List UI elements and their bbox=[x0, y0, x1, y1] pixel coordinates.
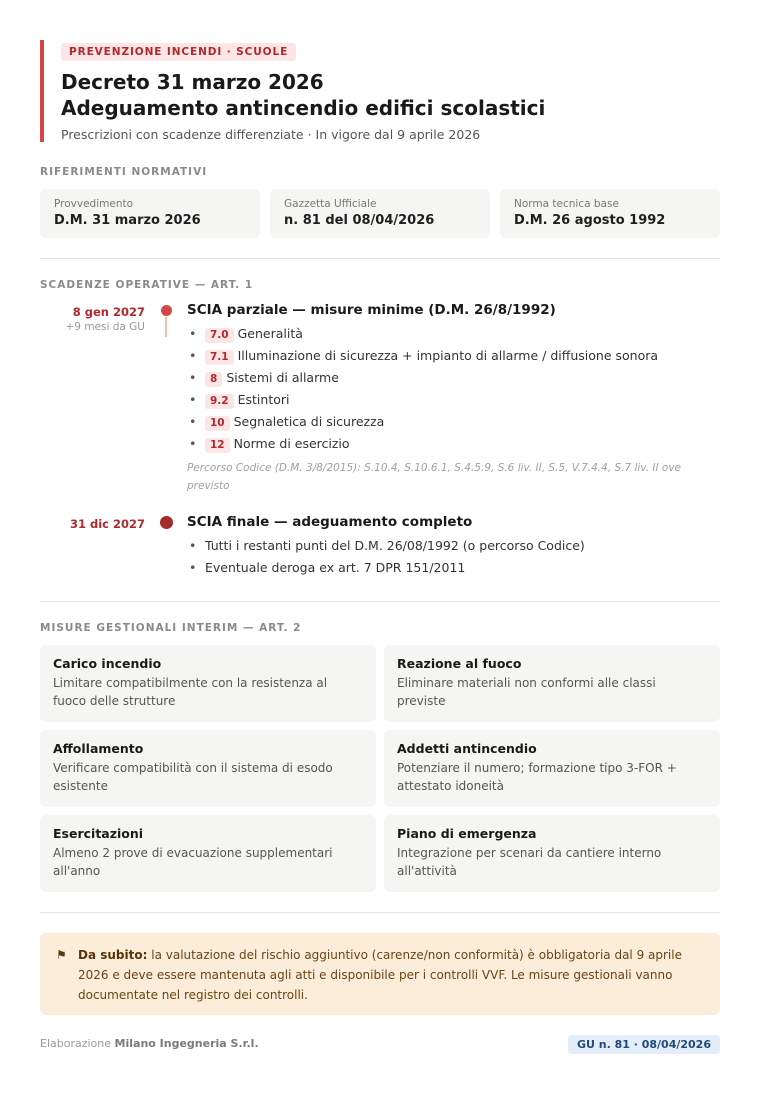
measure-card-esercitazioni bbox=[40, 815, 376, 892]
list-item bbox=[187, 557, 585, 579]
point-code: 12 bbox=[205, 438, 230, 453]
deadline-points-1 bbox=[187, 323, 658, 455]
immediate-notice bbox=[40, 933, 720, 1015]
footer-credit bbox=[40, 1037, 259, 1050]
point-text: Sistemi di allarme bbox=[226, 370, 339, 385]
deadlines-section-label: SCADENZE OPERATIVE — ART. 1 bbox=[40, 279, 254, 291]
references-row bbox=[40, 189, 720, 238]
point-code: 7.1 bbox=[205, 350, 234, 365]
title-line-2: Adeguamento antincendio edifici scolastici bbox=[61, 96, 546, 120]
footer-prefix: Elaborazione bbox=[40, 1037, 112, 1050]
measure-text: Verificare compatibilità con il sistema di esodo esistente bbox=[53, 761, 333, 793]
section-divider bbox=[40, 258, 720, 259]
codice-route-note: Percorso Codice (D.M. 3/8/2015): S.10.4, S.10.6.1, S.4.5.9, S.6 liv. II, S.5, V.7.4.4, S.7 liv. II ove previsto bbox=[187, 462, 682, 492]
deadline-offset-1: +9 mesi da GU bbox=[65, 321, 145, 333]
notice-lead: Da subito: bbox=[78, 948, 148, 962]
timeline-dot-final bbox=[160, 516, 173, 529]
measure-title: Affollamento bbox=[53, 741, 144, 756]
list-item bbox=[187, 411, 658, 433]
gazette-badge: GU n. 81 · 08/04/2026 bbox=[568, 1035, 720, 1054]
references-section-label: RIFERIMENTI NORMATIVI bbox=[40, 166, 208, 178]
page-subtitle: Prescrizioni con scadenze differenziate · In vigore dal 9 aprile 2026 bbox=[61, 127, 481, 142]
deadline-title-1: SCIA parziale — misure minime (D.M. 26/8/1992) bbox=[187, 302, 556, 318]
measure-card-reazione bbox=[384, 645, 720, 722]
measures-section-label: MISURE GESTIONALI INTERIM — ART. 2 bbox=[40, 622, 302, 634]
measure-card-affollamento bbox=[40, 730, 376, 807]
point-text: Generalità bbox=[237, 326, 303, 341]
reference-card-provvedimento bbox=[40, 189, 260, 238]
timeline-dot-partial bbox=[161, 305, 172, 316]
title-line-1: Decreto 31 marzo 2026 bbox=[61, 70, 324, 94]
measure-title: Esercitazioni bbox=[53, 826, 144, 841]
reference-card-gazzetta bbox=[270, 189, 490, 238]
deadline-title-2: SCIA finale — adeguamento completo bbox=[187, 514, 473, 530]
list-item bbox=[187, 433, 658, 455]
reference-card-norma bbox=[500, 189, 720, 238]
reference-label: Provvedimento bbox=[54, 198, 134, 210]
reference-label: Gazzetta Ufficiale bbox=[284, 198, 377, 210]
point-code: 10 bbox=[205, 416, 230, 431]
deadline-date-1: 8 gen 2027 bbox=[72, 305, 145, 319]
list-item bbox=[187, 323, 658, 345]
deadline-points-2 bbox=[187, 535, 585, 579]
page-title bbox=[61, 69, 720, 121]
point-text: Norme di esercizio bbox=[233, 436, 350, 451]
point-text: Estintori bbox=[237, 392, 290, 407]
measure-title: Carico incendio bbox=[53, 656, 162, 671]
point-code: 8 bbox=[205, 372, 222, 387]
measure-text: Limitare compatibilmente con la resistenza al fuoco delle strutture bbox=[53, 676, 328, 708]
measure-title: Addetti antincendio bbox=[397, 741, 537, 756]
point-text: Tutti i restanti punti del D.M. 26/08/1992 (o percorso Codice) bbox=[205, 538, 585, 553]
measure-title: Reazione al fuoco bbox=[397, 656, 522, 671]
measure-card-carico bbox=[40, 645, 376, 722]
measure-text: Eliminare materiali non conformi alle classi previste bbox=[397, 676, 656, 708]
measure-text: Almeno 2 prove di evacuazione supplementari all'anno bbox=[53, 846, 333, 878]
category-tag: PREVENZIONE INCENDI · SCUOLE bbox=[61, 43, 296, 61]
point-text: Illuminazione di sicurezza + impianto di allarme / diffusione sonora bbox=[237, 348, 659, 363]
list-item bbox=[187, 389, 658, 411]
measures-grid bbox=[40, 645, 720, 892]
notice-text bbox=[78, 945, 704, 1005]
reference-value: n. 81 del 08/04/2026 bbox=[284, 213, 435, 228]
list-item bbox=[187, 345, 658, 367]
footer-company: Milano Ingegneria S.r.l. bbox=[114, 1037, 259, 1050]
measure-text: Potenziare il numero; formazione tipo 3-FOR + attestato idoneità bbox=[397, 761, 677, 793]
reference-label: Norma tecnica base bbox=[514, 198, 619, 210]
point-text: Eventuale deroga ex art. 7 DPR 151/2011 bbox=[205, 560, 466, 575]
section-divider bbox=[40, 601, 720, 602]
point-code: 9.2 bbox=[205, 394, 234, 409]
list-item bbox=[187, 367, 658, 389]
flag-icon: ⚑ bbox=[56, 948, 67, 962]
document-header bbox=[40, 40, 720, 142]
reference-value: D.M. 26 agosto 1992 bbox=[514, 213, 666, 228]
deadline-date-2: 31 dic 2027 bbox=[69, 517, 145, 531]
measure-card-piano bbox=[384, 815, 720, 892]
point-code: 7.0 bbox=[205, 328, 234, 343]
section-divider bbox=[40, 912, 720, 913]
list-item bbox=[187, 535, 585, 557]
reference-value: D.M. 31 marzo 2026 bbox=[54, 213, 201, 228]
point-text: Segnaletica di sicurezza bbox=[233, 414, 385, 429]
notice-body: la valutazione del rischio aggiuntivo (carenze/non conformità) è obbligatoria dal 9 aprile 2026 e deve essere mantenuta agli atti e disponibile per i controlli VVF. Le misure gestionali vanno documentate nel registro dei controlli. bbox=[78, 948, 682, 1002]
measure-text: Integrazione per scenari da cantiere interno all'attività bbox=[397, 846, 662, 878]
measure-title: Piano di emergenza bbox=[397, 826, 537, 841]
timeline-connector bbox=[165, 317, 167, 337]
measure-card-addetti bbox=[384, 730, 720, 807]
